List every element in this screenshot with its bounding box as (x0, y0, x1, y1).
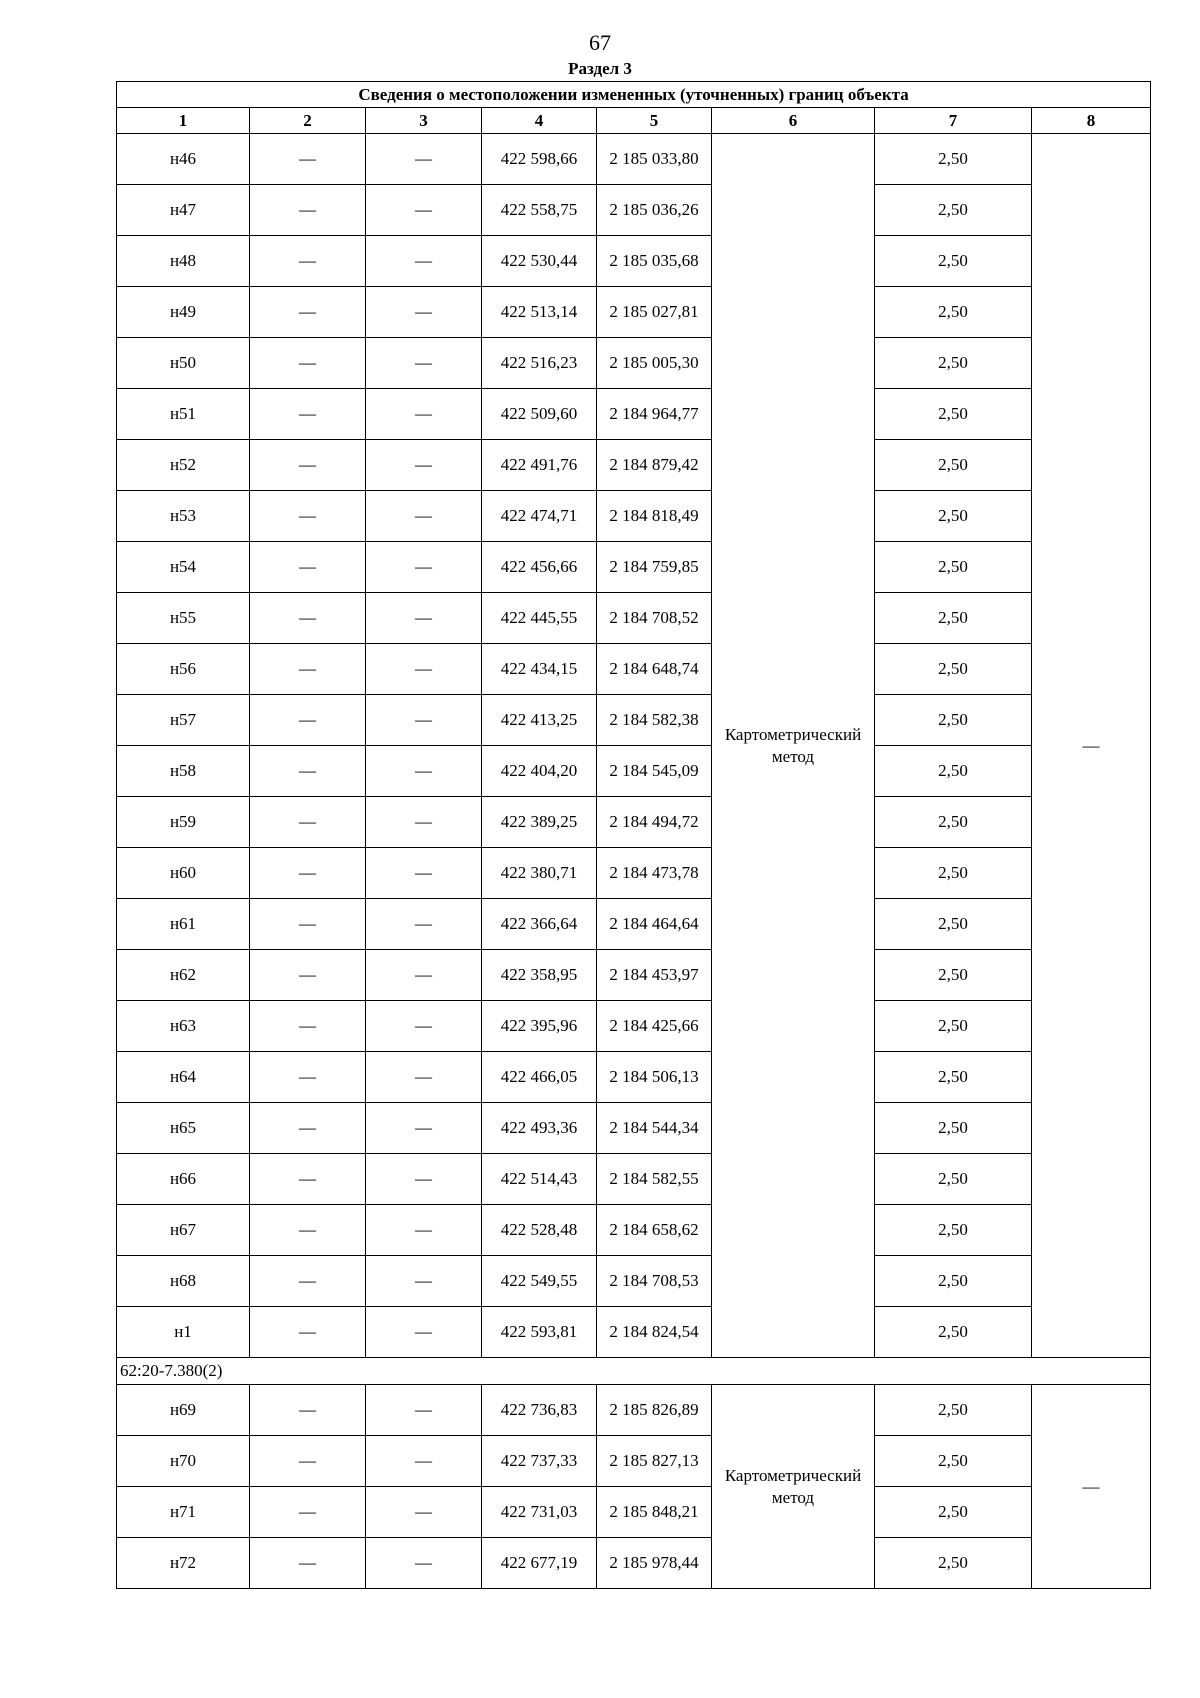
col2-dash-cell: — (250, 440, 366, 491)
x-coordinate-cell: 422 516,23 (482, 338, 597, 389)
x-coordinate-cell: 422 549,55 (482, 1256, 597, 1307)
accuracy-cell: 2,50 (875, 287, 1032, 338)
column-number-row (117, 108, 1151, 134)
x-coordinate-cell: 422 413,25 (482, 695, 597, 746)
table-row (117, 134, 1151, 185)
col3-dash-cell: — (366, 950, 482, 1001)
column-number: 2 (250, 108, 366, 134)
x-coordinate-cell: 422 358,95 (482, 950, 597, 1001)
accuracy-cell: 2,50 (875, 1538, 1032, 1589)
x-coordinate-cell: 422 593,81 (482, 1307, 597, 1358)
table-row (117, 1307, 1151, 1358)
accuracy-cell: 2,50 (875, 542, 1032, 593)
point-name-cell: н46 (117, 134, 250, 185)
y-coordinate-cell: 2 185 033,80 (597, 134, 712, 185)
col2-dash-cell: — (250, 389, 366, 440)
table-row (117, 644, 1151, 695)
y-coordinate-cell: 2 184 818,49 (597, 491, 712, 542)
accuracy-cell: 2,50 (875, 1256, 1032, 1307)
y-coordinate-cell: 2 184 494,72 (597, 797, 712, 848)
accuracy-cell: 2,50 (875, 950, 1032, 1001)
section-title: Раздел 3 (568, 59, 632, 78)
column-number: 4 (482, 108, 597, 134)
accuracy-cell: 2,50 (875, 1385, 1032, 1436)
x-coordinate-cell: 422 466,05 (482, 1052, 597, 1103)
col2-dash-cell: — (250, 593, 366, 644)
accuracy-cell: 2,50 (875, 338, 1032, 389)
point-name-cell: н63 (117, 1001, 250, 1052)
col3-dash-cell: — (366, 1001, 482, 1052)
column-number: 8 (1032, 108, 1151, 134)
y-coordinate-cell: 2 185 035,68 (597, 236, 712, 287)
accuracy-cell: 2,50 (875, 644, 1032, 695)
col2-dash-cell: — (250, 338, 366, 389)
table-row (117, 797, 1151, 848)
x-coordinate-cell: 422 598,66 (482, 134, 597, 185)
table-row (117, 338, 1151, 389)
table-row (117, 593, 1151, 644)
col2-dash-cell: — (250, 1538, 366, 1589)
y-coordinate-cell: 2 185 827,13 (597, 1436, 712, 1487)
x-coordinate-cell: 422 530,44 (482, 236, 597, 287)
method-cell: Картометрический метод (712, 134, 875, 1358)
point-name-cell: н55 (117, 593, 250, 644)
table-row (117, 950, 1151, 1001)
col3-dash-cell: — (366, 287, 482, 338)
x-coordinate-cell: 422 445,55 (482, 593, 597, 644)
page-number: 67 (589, 30, 611, 55)
table-row (117, 1001, 1151, 1052)
col2-dash-cell: — (250, 134, 366, 185)
y-coordinate-cell: 2 185 978,44 (597, 1538, 712, 1589)
col2-dash-cell: — (250, 1307, 366, 1358)
boundary-coordinates-table (116, 81, 1151, 1589)
col2-dash-cell: — (250, 848, 366, 899)
x-coordinate-cell: 422 434,15 (482, 644, 597, 695)
table-row (117, 746, 1151, 797)
col2-dash-cell: — (250, 695, 366, 746)
col3-dash-cell: — (366, 746, 482, 797)
point-name-cell: н72 (117, 1538, 250, 1589)
col2-dash-cell: — (250, 797, 366, 848)
accuracy-cell: 2,50 (875, 1103, 1032, 1154)
x-coordinate-cell: 422 395,96 (482, 1001, 597, 1052)
x-coordinate-cell: 422 491,76 (482, 440, 597, 491)
accuracy-cell: 2,50 (875, 1436, 1032, 1487)
point-name-cell: н1 (117, 1307, 250, 1358)
point-name-cell: н51 (117, 389, 250, 440)
accuracy-cell: 2,50 (875, 134, 1032, 185)
y-coordinate-cell: 2 184 964,77 (597, 389, 712, 440)
col3-dash-cell: — (366, 134, 482, 185)
x-coordinate-cell: 422 736,83 (482, 1385, 597, 1436)
accuracy-cell: 2,50 (875, 185, 1032, 236)
col3-dash-cell: — (366, 1385, 482, 1436)
y-coordinate-cell: 2 184 582,38 (597, 695, 712, 746)
y-coordinate-cell: 2 185 848,21 (597, 1487, 712, 1538)
point-name-cell: н61 (117, 899, 250, 950)
point-name-cell: н64 (117, 1052, 250, 1103)
accuracy-cell: 2,50 (875, 236, 1032, 287)
accuracy-cell: 2,50 (875, 1154, 1032, 1205)
col2-dash-cell: — (250, 1256, 366, 1307)
y-coordinate-cell: 2 184 708,52 (597, 593, 712, 644)
point-name-cell: н62 (117, 950, 250, 1001)
col2-dash-cell: — (250, 1154, 366, 1205)
point-name-cell: н66 (117, 1154, 250, 1205)
point-name-cell: н69 (117, 1385, 250, 1436)
table-row (117, 542, 1151, 593)
col2-dash-cell: — (250, 1385, 366, 1436)
table-body (117, 82, 1151, 1589)
col2-dash-cell: — (250, 1103, 366, 1154)
col3-dash-cell: — (366, 1256, 482, 1307)
col3-dash-cell: — (366, 338, 482, 389)
accuracy-cell: 2,50 (875, 440, 1032, 491)
table-row (117, 899, 1151, 950)
accuracy-cell: 2,50 (875, 389, 1032, 440)
accuracy-cell: 2,50 (875, 1487, 1032, 1538)
point-name-cell: н49 (117, 287, 250, 338)
x-coordinate-cell: 422 389,25 (482, 797, 597, 848)
x-coordinate-cell: 422 474,71 (482, 491, 597, 542)
column-number: 5 (597, 108, 712, 134)
y-coordinate-cell: 2 185 027,81 (597, 287, 712, 338)
accuracy-cell: 2,50 (875, 593, 1032, 644)
accuracy-cell: 2,50 (875, 1205, 1032, 1256)
col3-dash-cell: — (366, 1538, 482, 1589)
col3-dash-cell: — (366, 389, 482, 440)
table-row (117, 389, 1151, 440)
col2-dash-cell: — (250, 287, 366, 338)
point-name-cell: н56 (117, 644, 250, 695)
table-caption: Сведения о местоположении измененных (уточненных) границ объекта (117, 82, 1151, 108)
table-row (117, 440, 1151, 491)
x-coordinate-cell: 422 509,60 (482, 389, 597, 440)
col3-dash-cell: — (366, 593, 482, 644)
col8-dash-cell: — (1032, 134, 1151, 1358)
col2-dash-cell: — (250, 1436, 366, 1487)
col2-dash-cell: — (250, 491, 366, 542)
point-name-cell: н53 (117, 491, 250, 542)
y-coordinate-cell: 2 184 658,62 (597, 1205, 712, 1256)
x-coordinate-cell: 422 558,75 (482, 185, 597, 236)
y-coordinate-cell: 2 184 544,34 (597, 1103, 712, 1154)
col8-dash-cell: — (1032, 1385, 1151, 1589)
table-row (117, 1385, 1151, 1436)
point-name-cell: н71 (117, 1487, 250, 1538)
table-row (117, 1052, 1151, 1103)
point-name-cell: н58 (117, 746, 250, 797)
x-coordinate-cell: 422 528,48 (482, 1205, 597, 1256)
col3-dash-cell: — (366, 899, 482, 950)
accuracy-cell: 2,50 (875, 491, 1032, 542)
x-coordinate-cell: 422 404,20 (482, 746, 597, 797)
col2-dash-cell: — (250, 236, 366, 287)
point-name-cell: н47 (117, 185, 250, 236)
y-coordinate-cell: 2 184 506,13 (597, 1052, 712, 1103)
point-name-cell: н59 (117, 797, 250, 848)
col2-dash-cell: — (250, 1052, 366, 1103)
y-coordinate-cell: 2 184 545,09 (597, 746, 712, 797)
table-row (117, 1205, 1151, 1256)
table-row (117, 185, 1151, 236)
y-coordinate-cell: 2 184 582,55 (597, 1154, 712, 1205)
y-coordinate-cell: 2 184 464,64 (597, 899, 712, 950)
col3-dash-cell: — (366, 1205, 482, 1256)
y-coordinate-cell: 2 184 453,97 (597, 950, 712, 1001)
point-name-cell: н67 (117, 1205, 250, 1256)
group-label: 62:20-7.380(2) (117, 1358, 1151, 1385)
col3-dash-cell: — (366, 185, 482, 236)
x-coordinate-cell: 422 514,43 (482, 1154, 597, 1205)
column-number: 1 (117, 108, 250, 134)
col3-dash-cell: — (366, 542, 482, 593)
accuracy-cell: 2,50 (875, 899, 1032, 950)
column-number: 3 (366, 108, 482, 134)
table-row (117, 1103, 1151, 1154)
col2-dash-cell: — (250, 1205, 366, 1256)
col3-dash-cell: — (366, 644, 482, 695)
accuracy-cell: 2,50 (875, 797, 1032, 848)
accuracy-cell: 2,50 (875, 746, 1032, 797)
y-coordinate-cell: 2 184 648,74 (597, 644, 712, 695)
table-row (117, 1436, 1151, 1487)
x-coordinate-cell: 422 380,71 (482, 848, 597, 899)
point-name-cell: н57 (117, 695, 250, 746)
col2-dash-cell: — (250, 746, 366, 797)
x-coordinate-cell: 422 513,14 (482, 287, 597, 338)
group-label-row (117, 1358, 1151, 1385)
accuracy-cell: 2,50 (875, 1307, 1032, 1358)
table-row (117, 236, 1151, 287)
table-row (117, 1538, 1151, 1589)
y-coordinate-cell: 2 185 036,26 (597, 185, 712, 236)
accuracy-cell: 2,50 (875, 1052, 1032, 1103)
col2-dash-cell: — (250, 899, 366, 950)
col3-dash-cell: — (366, 440, 482, 491)
table-row (117, 1154, 1151, 1205)
col2-dash-cell: — (250, 1001, 366, 1052)
col2-dash-cell: — (250, 185, 366, 236)
point-name-cell: н68 (117, 1256, 250, 1307)
col3-dash-cell: — (366, 797, 482, 848)
col3-dash-cell: — (366, 1436, 482, 1487)
y-coordinate-cell: 2 184 425,66 (597, 1001, 712, 1052)
x-coordinate-cell: 422 493,36 (482, 1103, 597, 1154)
col2-dash-cell: — (250, 1487, 366, 1538)
col3-dash-cell: — (366, 1154, 482, 1205)
point-name-cell: н52 (117, 440, 250, 491)
column-number: 6 (712, 108, 875, 134)
x-coordinate-cell: 422 737,33 (482, 1436, 597, 1487)
accuracy-cell: 2,50 (875, 1001, 1032, 1052)
col2-dash-cell: — (250, 950, 366, 1001)
column-number: 7 (875, 108, 1032, 134)
y-coordinate-cell: 2 184 824,54 (597, 1307, 712, 1358)
table-row (117, 695, 1151, 746)
accuracy-cell: 2,50 (875, 848, 1032, 899)
y-coordinate-cell: 2 184 759,85 (597, 542, 712, 593)
y-coordinate-cell: 2 184 879,42 (597, 440, 712, 491)
x-coordinate-cell: 422 456,66 (482, 542, 597, 593)
col2-dash-cell: — (250, 644, 366, 695)
y-coordinate-cell: 2 185 005,30 (597, 338, 712, 389)
col3-dash-cell: — (366, 1103, 482, 1154)
y-coordinate-cell: 2 184 473,78 (597, 848, 712, 899)
table-caption-row (117, 82, 1151, 108)
table-row (117, 287, 1151, 338)
table-row (117, 1256, 1151, 1307)
col3-dash-cell: — (366, 1052, 482, 1103)
x-coordinate-cell: 422 731,03 (482, 1487, 597, 1538)
point-name-cell: н50 (117, 338, 250, 389)
point-name-cell: н65 (117, 1103, 250, 1154)
col3-dash-cell: — (366, 1307, 482, 1358)
col2-dash-cell: — (250, 542, 366, 593)
table-row (117, 848, 1151, 899)
y-coordinate-cell: 2 185 826,89 (597, 1385, 712, 1436)
method-cell: Картометрический метод (712, 1385, 875, 1589)
table-row (117, 1487, 1151, 1538)
table-row (117, 491, 1151, 542)
point-name-cell: н60 (117, 848, 250, 899)
col3-dash-cell: — (366, 491, 482, 542)
point-name-cell: н54 (117, 542, 250, 593)
x-coordinate-cell: 422 366,64 (482, 899, 597, 950)
col3-dash-cell: — (366, 848, 482, 899)
y-coordinate-cell: 2 184 708,53 (597, 1256, 712, 1307)
col3-dash-cell: — (366, 695, 482, 746)
accuracy-cell: 2,50 (875, 695, 1032, 746)
col3-dash-cell: — (366, 1487, 482, 1538)
col3-dash-cell: — (366, 236, 482, 287)
point-name-cell: н48 (117, 236, 250, 287)
x-coordinate-cell: 422 677,19 (482, 1538, 597, 1589)
point-name-cell: н70 (117, 1436, 250, 1487)
